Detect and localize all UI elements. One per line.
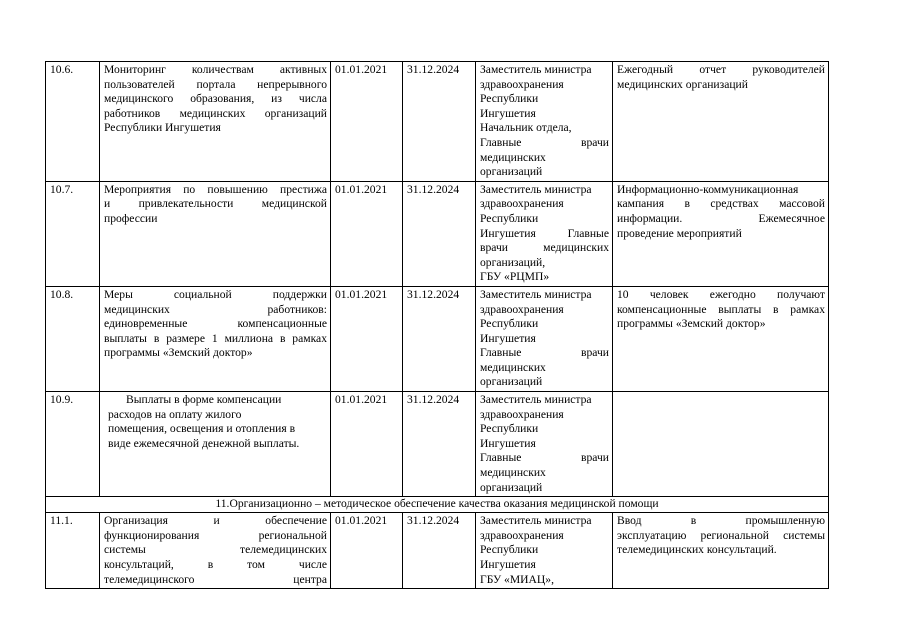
text-line: программы «Земский доктор» [104, 346, 253, 360]
text-line: Главные врачи [480, 135, 609, 149]
text-line: Ежегодный отчет руководителей [617, 63, 825, 76]
text-line: консультаций, в том числе [104, 558, 327, 571]
text-line: медицинских [480, 466, 546, 480]
text-line: пользователей портала непрерывного [104, 77, 327, 91]
row-number: 10.7. [46, 181, 100, 286]
start-date: 01.01.2021 [331, 513, 403, 589]
table-row [46, 62, 829, 182]
table-row [46, 513, 829, 589]
start-date: 01.01.2021 [331, 181, 403, 286]
responsible [476, 513, 613, 589]
text-line: врачи медицинских [480, 241, 609, 255]
text-line: помещения, освещения и отопления в [108, 422, 296, 436]
text-line: организаций [480, 375, 543, 389]
text-line: профессии [104, 211, 158, 225]
text-line: Республики Ингушетия [104, 121, 221, 135]
text-line: здравоохранения [480, 528, 564, 542]
text-line: организаций [480, 165, 543, 179]
responsible [476, 181, 613, 286]
end-date: 31.12.2024 [403, 62, 476, 182]
responsible [476, 392, 613, 497]
row-number: 10.6. [46, 62, 100, 182]
text-line: Ингушетия [480, 331, 536, 345]
text-line: Меры социальной поддержки [104, 287, 327, 301]
table-row [46, 181, 829, 286]
section-header-row [46, 497, 829, 513]
text-line: Информационно-коммуникационная [617, 182, 799, 196]
text-line: Республики [480, 211, 539, 225]
text-line: единовременные компенсационные [104, 317, 327, 331]
text-line: телемедицинского центра [104, 572, 327, 586]
text-line: Заместитель министра [480, 514, 592, 528]
text-line: телемедицинских консультаций. [617, 543, 777, 557]
text-line: функционирования региональной [104, 528, 327, 542]
text-line: Заместитель министра [480, 287, 592, 301]
text-line: организаций [480, 480, 543, 494]
text-line: Республики [480, 317, 539, 331]
text-line: Главные врачи [480, 346, 609, 360]
text-line: выплаты в размере 1 миллиона в рамках [104, 331, 327, 345]
text-line: ГБУ «РЦМП» [480, 270, 550, 284]
text-line: Ингушетия Главные [480, 226, 609, 240]
text-line: Ингушетия [480, 106, 536, 120]
text-line: Республики [480, 92, 539, 106]
text-line: информации. Ежемесячное [617, 211, 825, 225]
table-body [46, 62, 829, 589]
row-number: 11.1. [46, 513, 100, 589]
text-line: организаций, [480, 255, 546, 269]
expected-result [613, 62, 829, 182]
table-row [46, 392, 829, 497]
text-line: здравоохранения [480, 77, 564, 91]
text-line: проведение мероприятий [617, 226, 742, 240]
activity-name [100, 513, 331, 589]
text-line: Мероприятия по повышению престижа [104, 182, 327, 196]
text-line: медицинских [480, 150, 546, 164]
text-line: системы телемедицинских [104, 543, 327, 557]
activity-name [100, 286, 331, 391]
end-date: 31.12.2024 [403, 286, 476, 391]
text-line: виде ежемесячной денежной выплаты. [108, 436, 300, 450]
table-row [46, 286, 829, 391]
activity-name [100, 181, 331, 286]
text-line: медицинского образования, из числа [104, 92, 327, 106]
text-line: программы «Земский доктор» [617, 317, 766, 331]
expected-result [613, 392, 829, 497]
text-line: медицинских организаций [617, 77, 748, 91]
text-line: медицинских [480, 360, 546, 374]
text-line: работников медицинских организаций [104, 106, 327, 120]
text-line: Ингушетия [480, 436, 536, 450]
start-date: 01.01.2021 [331, 392, 403, 497]
activity-name [100, 62, 331, 182]
text-line: Выплаты в форме компенсации [126, 393, 282, 407]
activity-name [100, 392, 331, 497]
end-date: 31.12.2024 [403, 181, 476, 286]
start-date: 01.01.2021 [331, 286, 403, 391]
text-line: и привлекательности медицинской [104, 197, 327, 211]
text-line: Организация и обеспечение [104, 514, 327, 528]
text-line: ГБУ «МИАЦ», [480, 572, 554, 586]
expected-result [613, 181, 829, 286]
text-line: медицинских работников: [104, 302, 327, 316]
text-line: эксплуатацию региональной системы [617, 528, 825, 542]
text-line: Главные врачи [480, 451, 609, 465]
text-line: Начальник отдела, [480, 121, 572, 135]
text-line: Мониторинг количествам активных [104, 63, 327, 76]
end-date: 31.12.2024 [403, 513, 476, 589]
section-title: 11.Организационно – методическое обеспечение качества оказания медицинской помощи [46, 497, 829, 513]
plan-table [45, 61, 829, 589]
responsible [476, 62, 613, 182]
text-line: Ингушетия [480, 558, 536, 571]
row-number: 10.9. [46, 392, 100, 497]
text-line: Республики [480, 422, 539, 436]
responsible [476, 286, 613, 391]
text-line: кампания в средствах массовой [617, 197, 825, 211]
text-line: Заместитель министра [480, 393, 592, 407]
text-line: 10 человек ежегодно получают [617, 287, 825, 301]
start-date: 01.01.2021 [331, 62, 403, 182]
text-line: Заместитель министра [480, 182, 592, 196]
text-line: здравоохранения [480, 407, 564, 421]
text-line: здравоохранения [480, 197, 564, 211]
text-line: Республики [480, 543, 539, 557]
expected-result [613, 286, 829, 391]
text-line: здравоохранения [480, 302, 564, 316]
end-date: 31.12.2024 [403, 392, 476, 497]
expected-result [613, 513, 829, 589]
text-line: Заместитель министра [480, 63, 592, 76]
text-line: компенсационные выплаты в рамках [617, 302, 825, 316]
row-number: 10.8. [46, 286, 100, 391]
text-line: расходов на оплату жилого [108, 407, 242, 421]
text-line: Ввод в промышленную [617, 514, 825, 528]
